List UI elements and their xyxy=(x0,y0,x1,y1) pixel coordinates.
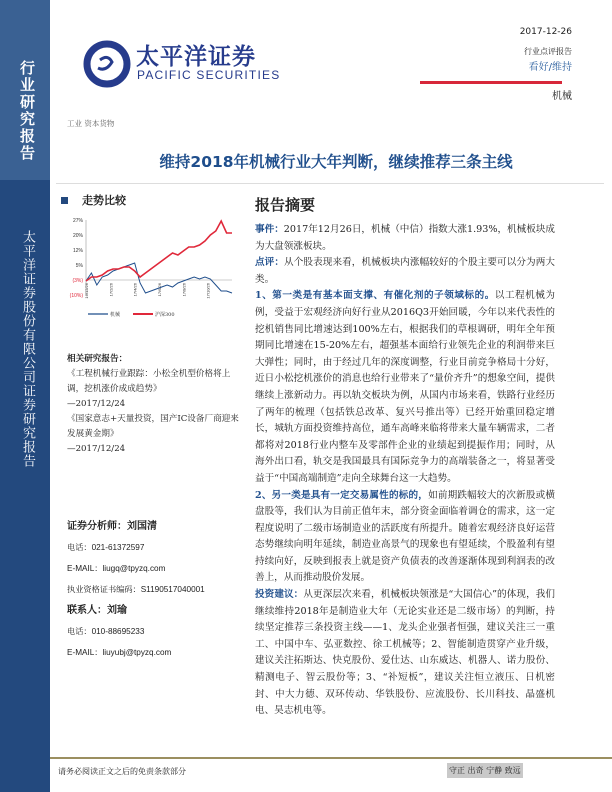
contact-info xyxy=(67,516,245,663)
y-tick-label: (10%) xyxy=(69,293,83,299)
summary-body xyxy=(255,222,555,720)
y-tick-label: 5% xyxy=(75,263,83,269)
summary-heading: 报告摘要 xyxy=(255,196,316,214)
point1-label: 1、第一类是有基本面支撑、有催化剂的子领域标的。 xyxy=(255,290,495,302)
rating: 看好/维持 xyxy=(528,62,572,73)
analyst-heading: 证券分析师：刘国清 xyxy=(67,521,157,532)
event-label: 事件： xyxy=(255,224,284,235)
legend-label: 机械 xyxy=(110,312,121,318)
x-tick-label: 17/2/26 xyxy=(108,283,114,297)
report-date: 2017-12-26 xyxy=(519,27,572,37)
page-title: 维持2018年机械行业大年判断，继续推荐三条主线 xyxy=(159,153,513,171)
x-tick-label: 17/6/26 xyxy=(157,283,162,297)
comment-text: 从个股表现来看，机械板块内涨幅较好的个股主要可以分为两大类。 xyxy=(255,257,556,285)
related-heading: 相关研究报告： xyxy=(67,354,128,364)
company-logo-icon xyxy=(62,14,132,104)
advice-label: 投资建议： xyxy=(255,589,304,601)
analyst-phone: 电话：021-61372597 xyxy=(67,543,145,552)
analyst-cert: 执业资格证书编码：S1190517040001 xyxy=(67,585,205,594)
series-line-1 xyxy=(86,221,232,281)
x-tick-label: 17/4/26 xyxy=(132,283,138,297)
point2-text: 如前期跌幅较大的次新股或横盘股等，我们认为目前正值年末，部分资金面临着调仓的需求，这一定程度说明了二级市场制造业的活跃度有所提升。随着宏观经济良好运营态势继续向明年延续，制造业高景气的现象也有望延续，个股盈利有望持续向好，反映到报表上就是资产负债表的改善逐渐体现到利润表的改善上，从而推动股价发展。 xyxy=(255,489,555,584)
disclaimer: 请务必阅读正文之后的免责条款部分 xyxy=(58,767,186,776)
analyst-email[interactable]: E-MAIL：liugq@tpyzq.com xyxy=(67,564,166,573)
y-tick-label: 12% xyxy=(72,248,83,254)
x-tick-label: 17/8/26 xyxy=(181,283,187,297)
point2-label: 2、另一类是具有一定交易属性的标的， xyxy=(255,489,429,501)
report-type: 行业点评报告 xyxy=(524,47,572,56)
x-tick-label: 17/10/26 xyxy=(205,283,211,299)
breadcrumb: 工业 资本货物 xyxy=(67,119,115,128)
trend-heading-text: 走势比较 xyxy=(82,194,126,207)
advice-text: 从更深层次来看，机械板块领涨是“大国信心”的体现，我们继续维持2018年是制造业大年（无论实业还是二级市场）的判断，持续坚定推荐三条投资主线——1、龙头企业强者恒强，建议关注三一重工、中国中车、弘亚数控、徐工机械等；2、智能制造贯穿产业升级，建议关注拓斯达、快克股份、爱仕达、山东威达、机器人、诺力股份、精测电子、智云股份等；3、“补短板”，建议关注恒立液压、日机密封、中大力德、双环传动、华铁股份、应流股份、长川科技、晶盛机电、昊志机电等。 xyxy=(255,589,556,717)
point1-text: 以工程机械为例，受益于宏观经济向好行业从2016Q3开始回暖，今年以来代表性的挖机销售同比增速达到100%左右，根据我们的草根调研，明年全年预期同比增速在15-20%左右，超强基本面给行业领先企业的利润带来巨大弹性；同时，由于经过几年的深度调整，行业目前竞争格局十分好，近日小松挖机涨价的消息也给行业带来了“量价齐升”的想象空间，提供继续上涨新动力。再以轨交板块为例，从国内市场来看，铁路行业经历了两年的梳理（包括铁总改革、复兴号推出等）已经开始重回稳定增长，城轨方面投资维持高位，通车高峰来临将带来大量车辆需求，二者都将对2018行业内整车及零部件企业的业绩起到提振作用；同时，从海外出口看，轨交是我国最具有国际竞争力的高端装备之一，将显著受益于“中国高端制造”走向全球舞台这一大趋势。 xyxy=(255,290,555,484)
comment-label: 点评： xyxy=(255,257,285,269)
footer-line xyxy=(50,757,612,759)
industry: 机械 xyxy=(552,91,572,102)
trend-heading xyxy=(61,192,126,208)
trend-chart xyxy=(60,210,240,320)
divider xyxy=(56,183,604,184)
related-reports xyxy=(67,352,245,457)
related-report-title[interactable]: 《工程机械行业跟踪：小松全机型价格将上调，挖机涨价成成趋势》 xyxy=(67,369,231,394)
contact-email[interactable]: E-MAIL：liuyubj@tpyzq.com xyxy=(67,648,172,657)
related-report-date: —2017/12/24 xyxy=(67,444,126,454)
y-tick-label: 27% xyxy=(72,218,83,224)
legend-label: 沪深300 xyxy=(155,312,175,318)
contact-heading: 联系人：刘瑜 xyxy=(67,605,127,616)
y-tick-label: 20% xyxy=(72,233,83,239)
related-report-title[interactable]: 《国家意志+天量投资，国产IC设备厂商迎来发展黄金期》 xyxy=(67,414,239,439)
sidebar-company-label: 太平洋证券股份有限公司证券研究报告 xyxy=(20,230,35,468)
sidebar-top-label: 行业研究报告 xyxy=(18,60,36,162)
sidebar xyxy=(0,0,50,792)
y-tick-label: (3%) xyxy=(72,278,83,284)
logo-text-cn: 太平洋证券 xyxy=(136,44,256,70)
x-tick-label: 16/12/26 xyxy=(84,283,89,299)
related-report-date: —2017/12/24 xyxy=(67,399,126,409)
square-bullet-icon xyxy=(61,197,68,204)
header-red-line xyxy=(420,81,562,84)
logo-text-en: PACIFIC SECURITIES xyxy=(137,68,281,82)
motto: 守正 出奇 宁静 致远 xyxy=(447,763,523,778)
contact-phone: 电话：010-88695233 xyxy=(67,627,145,636)
event-text: 2017年12月26日，机械（中信）指数大涨1.93%，机械板块成为大盘领涨板块。 xyxy=(255,224,556,252)
